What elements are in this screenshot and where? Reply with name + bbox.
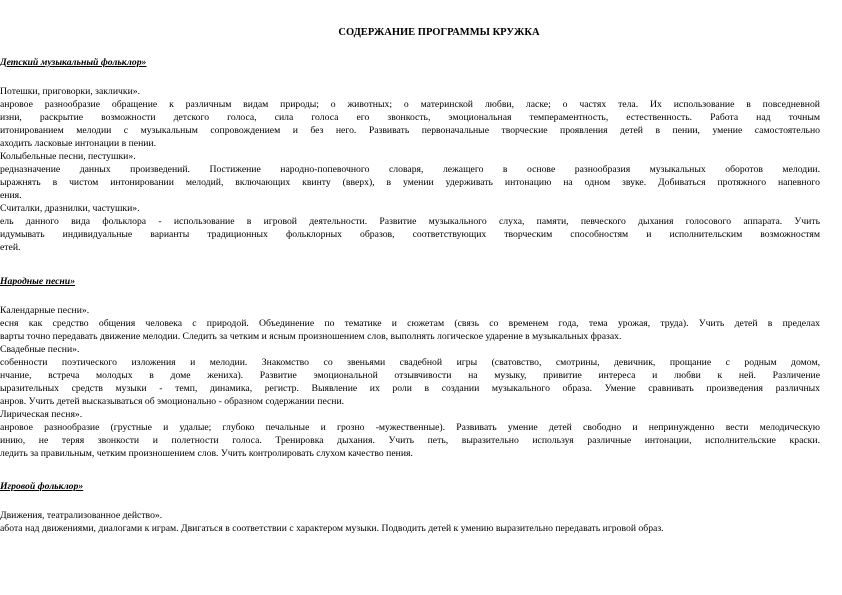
text-line: есня как средство общения человека с природой. Объединение по тематике и сюжетам (связь со временем года, тема урожая, труда). Учить детей в пределах — [0, 318, 820, 329]
text-line: Движения, театрализованное действо». — [0, 510, 163, 521]
section-heading: Народные песни» — [0, 276, 76, 287]
page-title: СОДЕРЖАНИЕ ПРОГРАММЫ КРУЖКА — [338, 27, 540, 38]
text-line: ыражнять в чистом интонировании мелодий, включающих квинту (вверх), в умении удерживать интонацию на одном звуке. Добиваться протяжного напевного — [0, 177, 820, 188]
text-line: инию, не теряя звонкости и полетности голоса. Тренировка дыхания. Учить петь, выразительно используя различные интонации, исполнительские краски. — [0, 435, 820, 446]
text-line: анровое разнообразие обращение к различным видам природы; о животных; о материнской любви, ласке; о частях тела. Их использование в повседневной — [0, 99, 820, 110]
text-line: аходить ласковые интонации в пении. — [0, 138, 157, 149]
text-line: ыразительных средств музыки - темп, динамика, регистр. Выявление их роли в создании музыкального образа. Умение сравнивать произведения различных — [0, 383, 820, 394]
text-line: Потешки, приговорки, заклички». — [0, 86, 141, 97]
text-line: анровое разнообразие (грустные и удалые; глубоко печальные и грозно -мужественные). Развивать умение детей свободно и непринужденно вести мелодическую — [0, 422, 820, 433]
text-line: анров. Учить детей высказываться об эмоционально - образном содержании песни. — [0, 396, 345, 407]
text-line: абота над движениями, диалогами к играм. Двигаться в соответствии с характером музыки. Подводить детей к умению выразительно передавать игровой образ. — [0, 523, 664, 534]
text-line: собенности поэтического изложения и мелодии. Знакомство со звеньями свадебной игры (сватовство, смотрины, девичник, прощание с родным домом, — [0, 357, 820, 368]
text-line: изни, раскрытие возможности детского голоса, сила голоса его звонкость, эмоциональная темпераментность, естественность. Работа над точным — [0, 112, 820, 123]
text-line: ения. — [0, 190, 22, 201]
section-heading: Игровой фольклор» — [0, 481, 84, 492]
text-line: идумывать индивидуальные варианты традиционных фольклорных образов, соответствующих творческим способностям и исполнительским возможностям — [0, 229, 820, 240]
text-line: етей. — [0, 242, 21, 253]
text-line: редназначение данных произведений. Постижение народно-попевочного словаря, лежащего в основе разнообразия музыкальных оборотов мелодии. — [0, 164, 820, 175]
text-line: варты точно передавать движение мелодии. Следить за четким и ясным произношением слов, выполнять логическое ударение в музыкальных фразах. — [0, 331, 622, 342]
text-line: ледить за правильным, четким произношением слов. Учить контролировать слухом качество пения. — [0, 448, 413, 459]
text-line: ель данного вида фольклора - использование в игровой деятельности. Развитие музыкального слуха, памяти, певческого дыхания голосового аппарата. Учить — [0, 216, 820, 227]
text-line: нчание, встреча молодых в доме жениха). Развитие эмоциональной отзывчивости на музыку, привитие интереса и любви к ней. Различение — [0, 370, 820, 381]
section-heading: Детский музыкальный фольклор» — [0, 57, 147, 68]
text-line: итонированием мелодии с музыкальным сопровождением и без него. Развивать первоначальные творческие проявления детей в пении, умение самостоятельно — [0, 125, 820, 136]
text-line: Свадебные песни». — [0, 344, 80, 355]
text-line: Считалки, дразнилки, частушки». — [0, 203, 140, 214]
text-line: Лирическая песня». — [0, 409, 83, 420]
text-line: Календарные песни». — [0, 305, 90, 316]
text-line: Колыбельные песни, пестушки». — [0, 151, 136, 162]
